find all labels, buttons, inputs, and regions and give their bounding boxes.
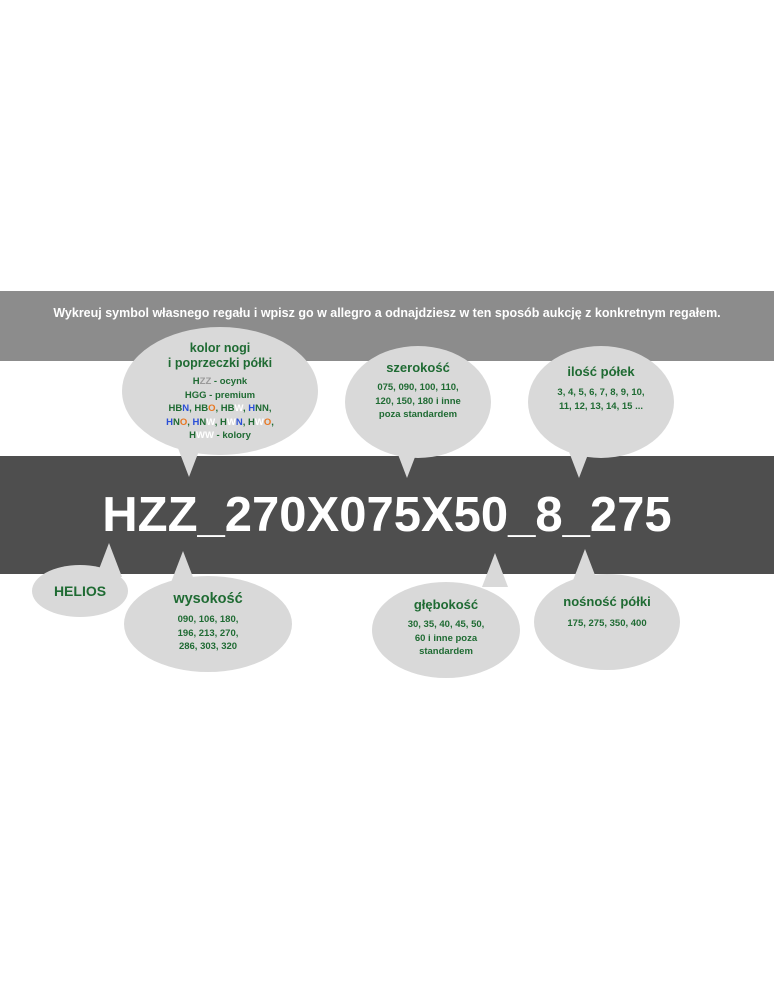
white-band-bottom (0, 674, 774, 691)
callout-nosnosc-body (534, 617, 680, 631)
kolor-line-2: HGG - premium (184, 389, 256, 401)
kolor-line-1: HZZ - ocynk (192, 376, 248, 387)
ilosc-line-1: 3, 4, 5, 6, 7, 8, 9, 10, (557, 387, 645, 398)
wysokosc-line-2: 196, 213, 270, (177, 627, 239, 639)
nosnosc-line-1: 175, 275, 350, 400 (567, 618, 647, 629)
callout-ilosc-tail (566, 444, 592, 478)
callout-szerokosc-title: szerokość (386, 360, 450, 375)
wysokosc-line-1: 090, 106, 180, (177, 614, 239, 625)
szerokosc-line-2: 120, 150, 180 i inne (375, 395, 461, 407)
callout-kolor-title-line1: kolor nogi (189, 341, 251, 355)
callout-glebokosc-tail (482, 553, 508, 587)
infographic-canvas (0, 291, 774, 691)
callout-wysokosc (124, 576, 292, 672)
szerokosc-line-1: 075, 090, 100, 110, (377, 382, 459, 393)
callout-glebokosc-body (372, 618, 520, 659)
callout-kolor-nogi (122, 327, 318, 455)
kolor-line-5: HWW - kolory (189, 430, 251, 441)
callout-wysokosc-body (124, 613, 292, 654)
callout-glebokosc (372, 582, 520, 678)
kolor-line-4: HNO, HNW, HWN, HWO, (166, 416, 274, 428)
callout-nosnosc-polki (534, 574, 680, 670)
glebokosc-line-1: 30, 35, 40, 45, 50, (407, 619, 485, 630)
callout-kolor-tail (176, 443, 202, 477)
kolor-line-3: HBN, HBO, HBW, HNN, (168, 403, 272, 414)
callout-nosnosc-tail (572, 549, 598, 583)
callout-szerokosc (345, 346, 491, 458)
headline-text: Wykreuj symbol własnego regału i wpisz go w allegro a odnajdziesz w ten sposób aukcję z konkretnym regałem. (53, 306, 721, 320)
callout-szerokosc-body (345, 381, 491, 422)
callout-kolor-title-line2: i poprzeczki półki (167, 356, 273, 370)
glebokosc-line-2: 60 i inne poza (414, 632, 478, 644)
callout-nosnosc-title: nośność półki (563, 594, 651, 609)
callout-glebokosc-title: głębokość (413, 597, 479, 612)
callout-helios-title: HELIOS (53, 583, 107, 599)
product-code: HZZ_270X075X50_8_275 (102, 488, 672, 542)
callout-wysokosc-tail (170, 551, 196, 585)
callout-ilosc-title: ilość półek (567, 364, 635, 379)
callout-ilosc-body (528, 386, 674, 413)
szerokosc-line-3: poza standardem (378, 409, 458, 420)
callout-kolor-body (122, 375, 318, 443)
glebokosc-line-3: standardem (419, 646, 473, 657)
ilosc-line-2: 11, 12, 13, 14, 15 ... (559, 400, 643, 412)
callout-ilosc-polek (528, 346, 674, 458)
wysokosc-line-3: 286, 303, 320 (178, 641, 238, 652)
callout-wysokosc-title: wysokość (173, 591, 243, 607)
callout-helios-tail (96, 543, 122, 577)
callout-szerokosc-tail (394, 444, 420, 478)
